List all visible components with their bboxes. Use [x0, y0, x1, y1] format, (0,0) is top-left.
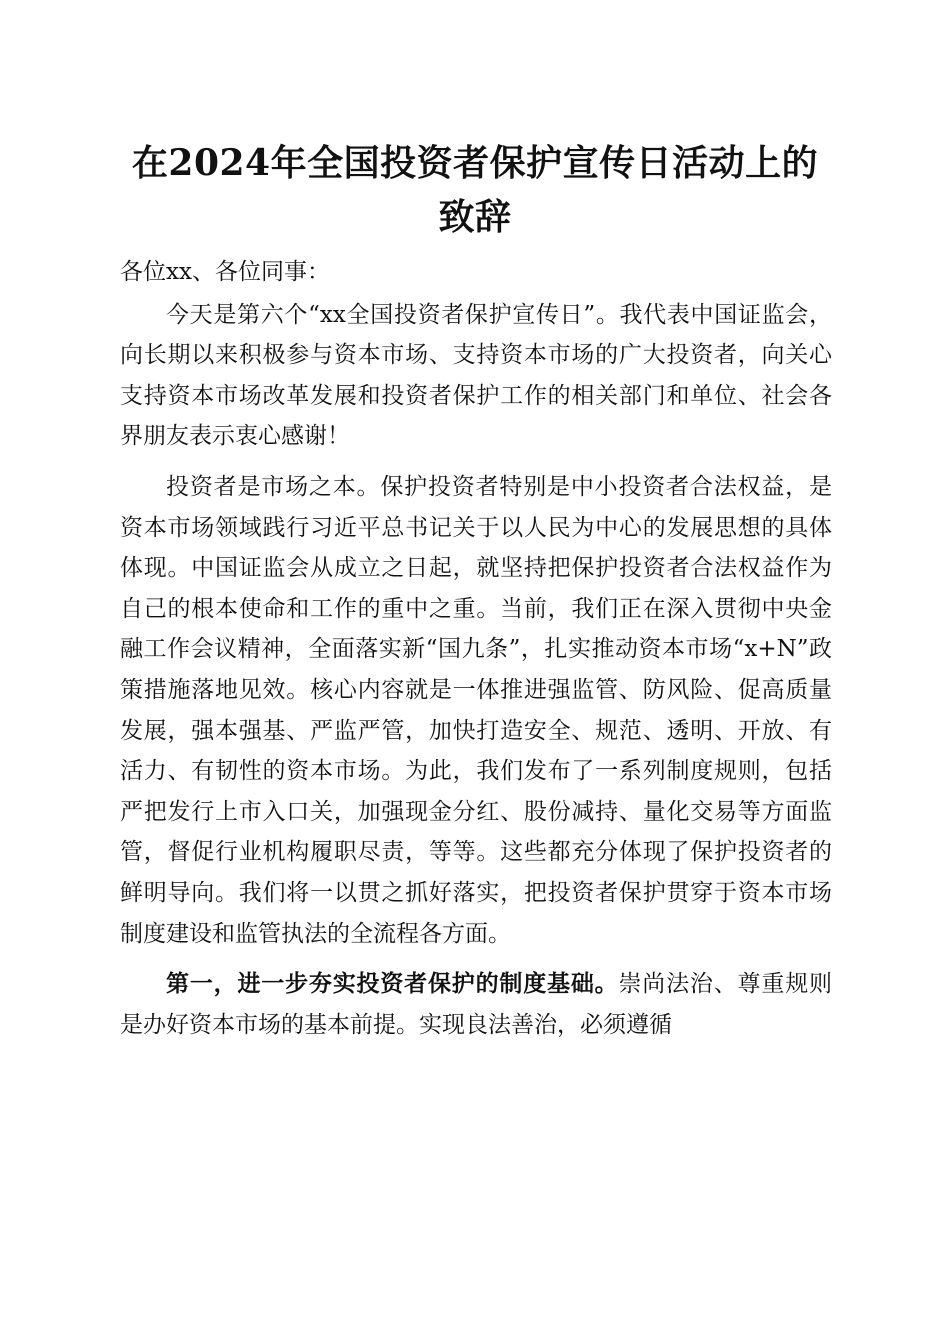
paragraph-2	[120, 467, 832, 954]
salutation: 各位xx、各位同事：	[120, 259, 330, 285]
paragraph-3	[120, 964, 832, 1045]
paragraph-3-text: 崇尚法治、尊重规则是办好资本市场的基本前提。实现良法善治，必须遵循	[120, 971, 833, 1038]
paragraph-3-lead: 第一，进一步夯实投资者保护的制度基础。	[166, 970, 619, 998]
paragraph-1-text: 今天是第六个“xx全国投资者保护宣传日”。我代表中国证监会，向长期以来积极参与资本市场、支持资本市场的广大投资者，向关心支持资本市场改革发展和投资者保护工作的相关部门和单位、社会各界朋友表示衷心感谢！	[120, 301, 832, 450]
document-body	[120, 252, 832, 1055]
paragraph-1	[120, 295, 832, 457]
paragraph-2-text: 投资者是市场之本。保护投资者特别是中小投资者合法权益，是资本市场领域践行习近平总书记关于以人民为中心的发展思想的具体体现。中国证监会从成立之日起，就坚持把保护投资者合法权益作为自己的根本使命和工作的重中之重。当前，我们正在深入贯彻中央金融工作会议精神，全面落实新“国九条”，扎实推动资本市场“x+N”政策措施落地见效。核心内容就是一体推进强监管、防风险、促高质量发展，强本强基、严监严管，加快打造安全、规范、透明、开放、有活力、有韧性的资本市场。为此，我们发布了一系列制度规则，包括严把发行上市入口关，加强现金分红、股份减持、量化交易等方面监管，督促行业机构履职尽责，等等。这些都充分体现了保护投资者的鲜明导向。我们将一以贯之抓好落实，把投资者保护贯穿于资本市场制度建设和监管执法的全流程各方面。	[120, 473, 832, 947]
document-title: 在2024年全国投资者保护宣传日活动上的致辞	[131, 142, 819, 238]
